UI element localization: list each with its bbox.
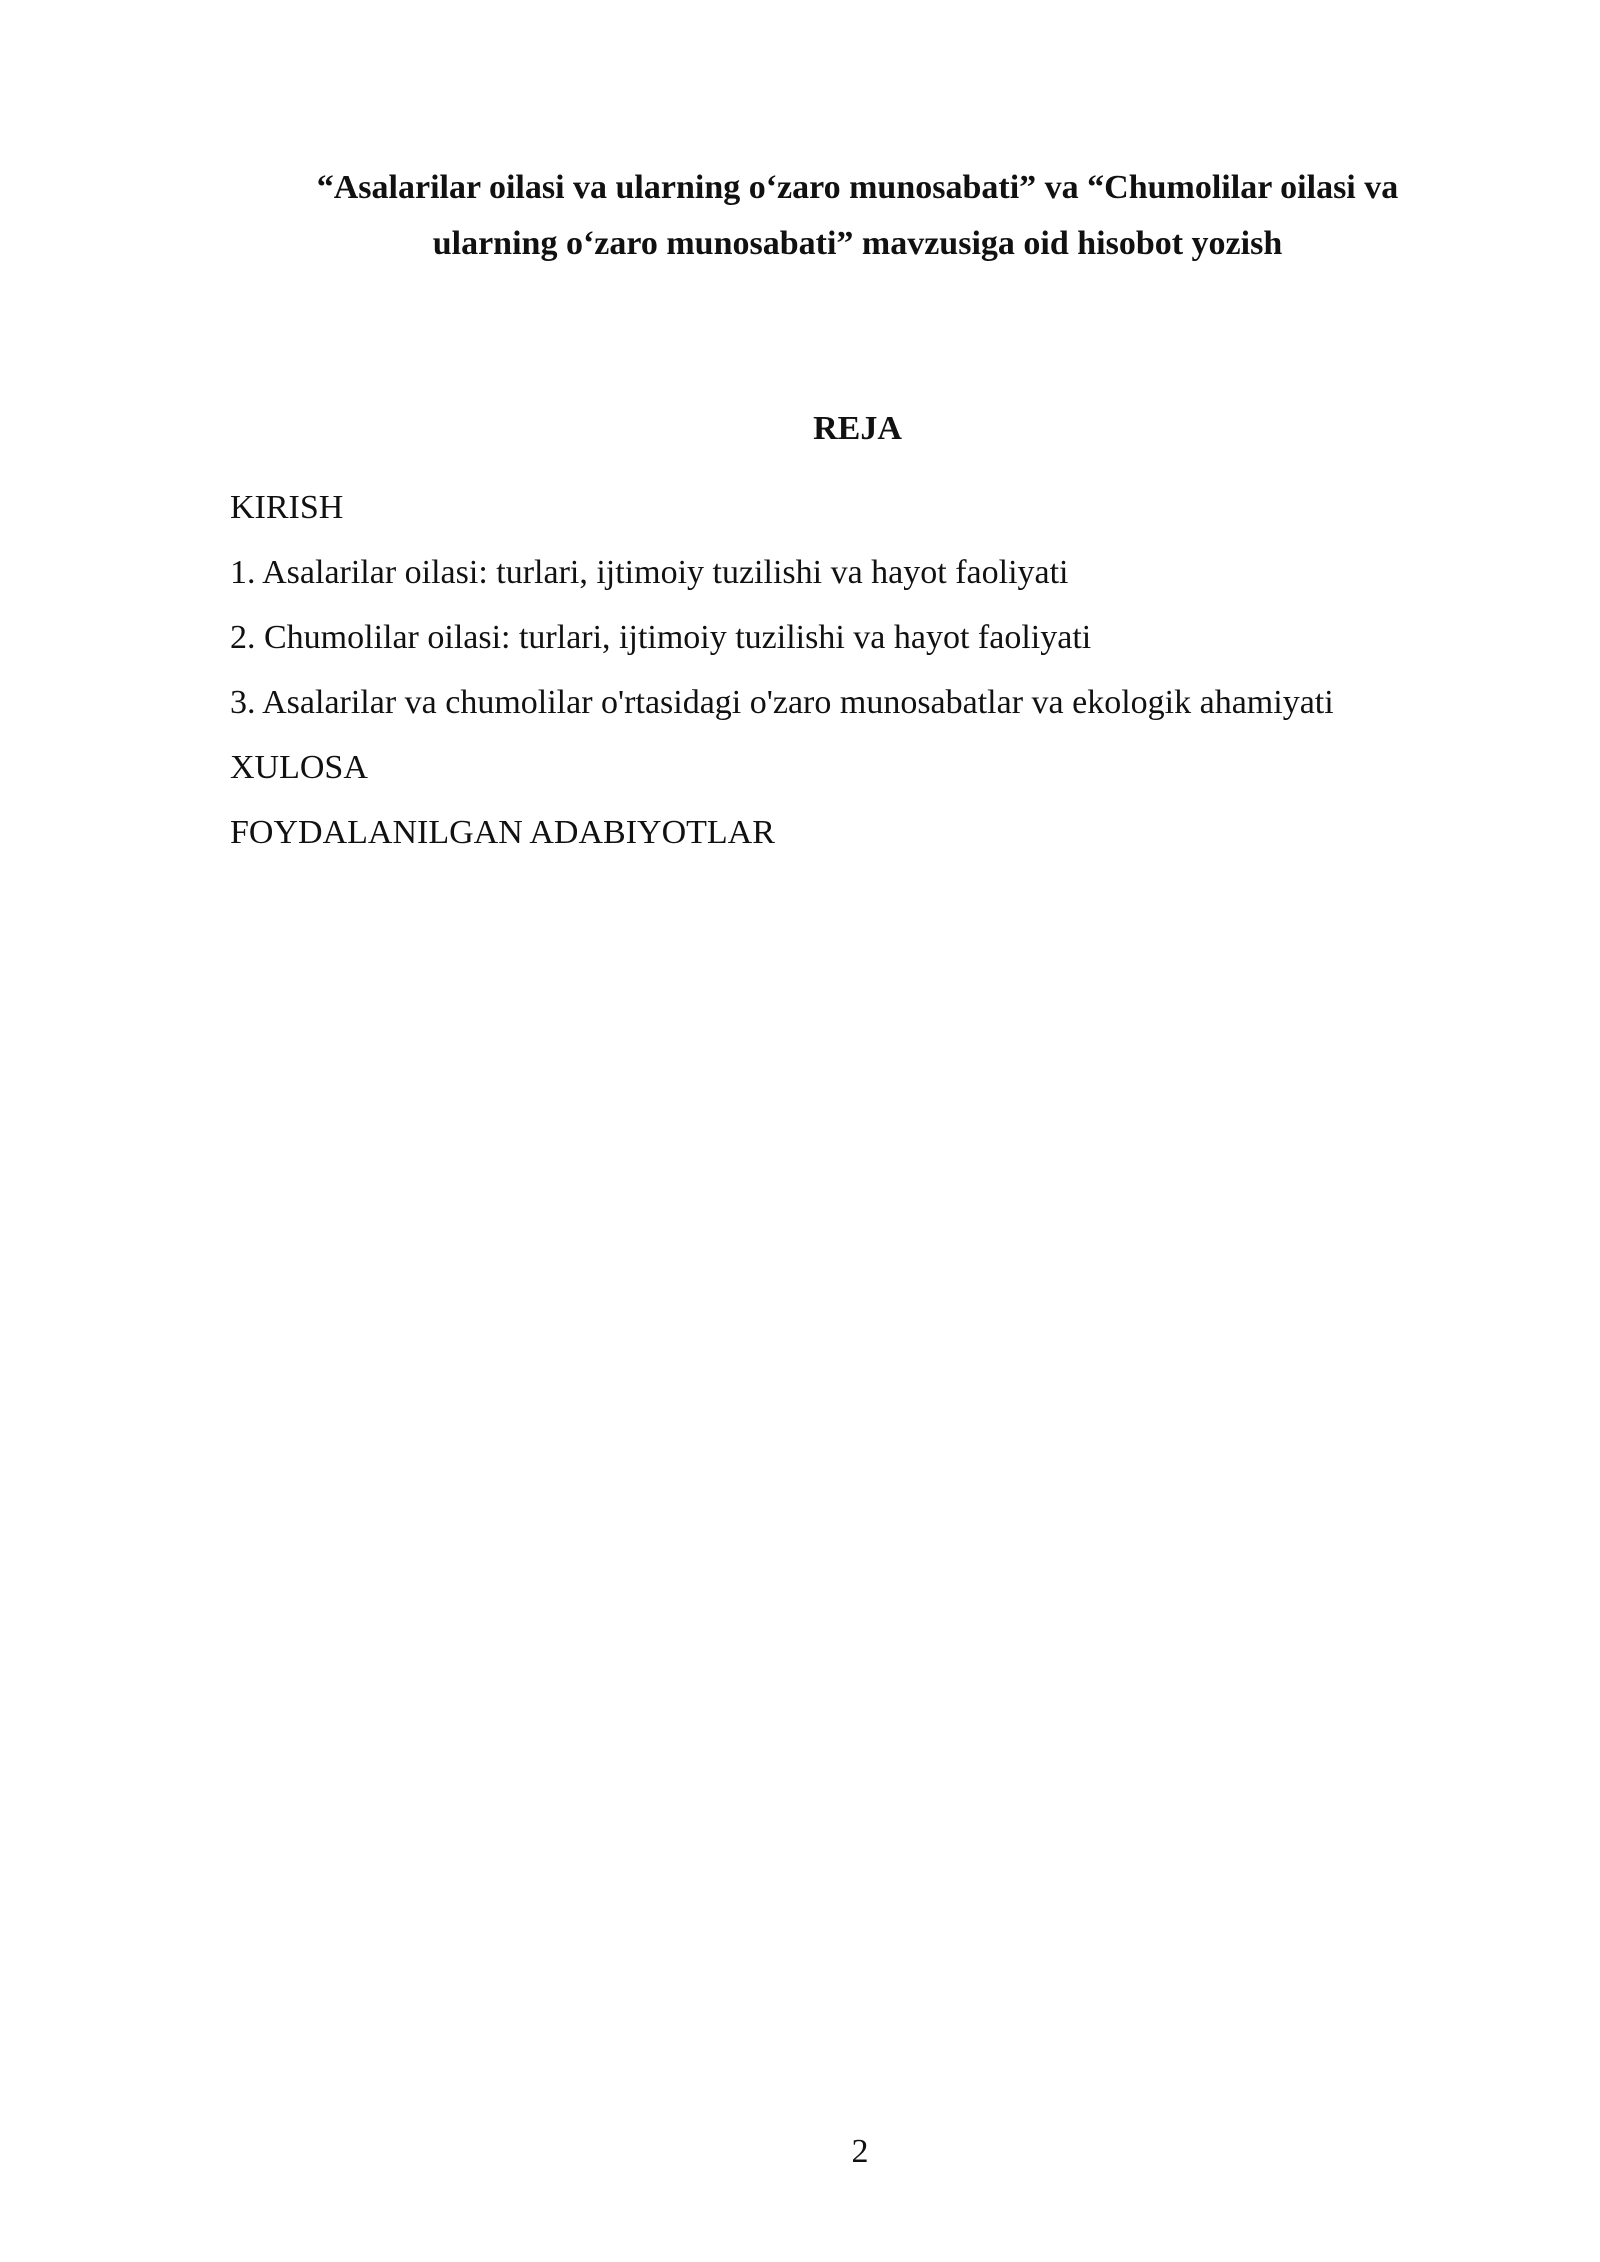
plan-item-2: 2. Chumolilar oilasi: turlari, ijtimoiy tuzilishi va hayot faoliyati: [230, 619, 1092, 656]
plan-item-references: FOYDALANILGAN ADABIYOTLAR: [230, 814, 775, 851]
plan-item-1: 1. Asalarilar oilasi: turlari, ijtimoiy tuzilishi va hayot faoliyati: [230, 554, 1069, 591]
plan-item-3: 3. Asalarilar va chumolilar o'rtasidagi o'zaro munosabatlar va ekologik ahamiyati: [230, 684, 1334, 721]
plan-list: [230, 475, 1510, 865]
document-title-line-1: “Asalarilar oilasi va ularning o‘zaro munosabati” va “Chumolilar oilasi va: [316, 169, 1399, 206]
plan-item-conclusion: XULOSA: [230, 749, 368, 786]
plan-item-introduction: KIRISH: [230, 489, 344, 526]
document-title-line-2: ularning o‘zaro munosabati” mavzusiga oid hisobot yozish: [432, 225, 1283, 262]
plan-heading: REJA: [813, 410, 902, 447]
page-number: 2: [851, 2133, 869, 2170]
document-title: [230, 160, 1485, 272]
